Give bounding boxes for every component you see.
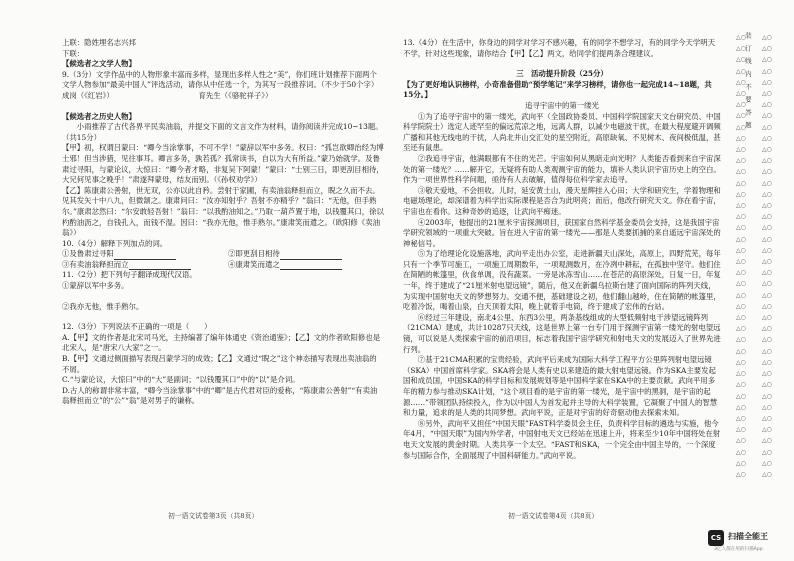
- page-footer-4: 初一语文试卷第4页（共8页）: [508, 512, 599, 520]
- answer-blank[interactable]: [280, 251, 342, 260]
- passage-jia: 【甲】初，权谓吕蒙曰：“卿今当涂掌事，不可不学！”蒙辞以军中多务。权曰：“孤岂欲卿治经为博士邪！但当涉猎，见往事耳。卿言多务，孰若孤？孤常读书，自以为大有所益。”蒙乃始就学。及鲁肃过寻阳，与蒙论议，大惊曰：“卿今者才略，非复吴下阿蒙！”蒙曰：“士别三日，即更刮目相待，大兄何见事之晚乎！”肃遂拜蒙母，结友而别。（《孙权劝学》）: [62, 143, 384, 185]
- question-9-options: [62, 91, 384, 102]
- question-13: 13.（4分）在生活中，你身边的同学对学习不感兴趣，有的同学不想学习，有的同学今天学明天不学，针对这些现象，请你结合【甲】【乙】两文，给同学们提两条合理建议。: [403, 38, 716, 58]
- article-paragraph-5: ⑤为了给理论化设施落地，武向平走出办公室，走进新疆天山深处，高原上，四野荒芜，每年只有一个季节可施工，一项施工周期数年，一项观测数月，在冷冽中耕耘，在孤独中坚守。他们住在简陋的帐篷里，伙食单调，没有蔬菜。一旁是冰冻雪山……在苍茫的高原深处，日复一日，年复一年，终于建成了“21厘米射电望远镜”，随后，他又在新疆乌拉斯台建了面向国际的阵列天线，为实现中国射电天文的梦想努力。交通不便，基础建设之初，他们翻山越岭，住在简陋的帐篷里，吃着冷饭，喝着山泉，白天顶着太阳，晚上就着手电筒，终于建成了宏伟的台站。: [403, 249, 721, 312]
- q10-item-3: ③有卖油翁释担而立: [62, 259, 129, 269]
- q11-sentence-2: ②我亦无他，惟手熟尔。: [62, 301, 144, 311]
- q12-option-a: A.【甲】文的作者是北宋司马光，主持编著了编年体通史《资治通鉴》；【乙】文的作者欧阳修也是北宋人，是“唐宋八大家”之一。: [62, 332, 381, 353]
- couplet-upper: 上联：隐姓埋名志兴邦: [62, 38, 136, 47]
- q12-option-d: D.古人的称谓非常丰富，“卿今当涂掌事”中的“卿”是古代君对臣的爱称，“陈康肃公善射”“有卖油翁释担而立”的“公”“翁”是对男子的谦称。: [62, 385, 378, 406]
- option-chenggang: 成岗（《红岩》）: [62, 90, 114, 100]
- right-column: [403, 38, 721, 461]
- page-footer-3: 初一语文试卷第3页（共8页）: [168, 512, 259, 520]
- article-title: 追寻宇宙中的第一缕光: [525, 100, 599, 110]
- article-paragraph-7: ⑦基于21CMA积累的宝贵经验，武向平后来成为国际大科学工程平方公里阵列射电望远镜（SKA）中国首席科学家。SKA将会是人类有史以来建造的最大射电望远镜。作为SKA主要发起国和成员国，中国SKA的科学目标和发展规划等是中国科学家在SKA中的主要贡献。武向平用多年的精力参与推动SKA计划，“这个项目看的是宇宙的第一缕光，是宇宙中的黑洞，是宇宙的起源……”带领团队持续投入，作为以中国人为首发起并主导的大科学装置，它凝聚了中国人的智慧和力量，追求的是人类的共同梦想。武向平说，正是对宇宙的好奇驱动他去探索未知。: [403, 355, 718, 418]
- section-3-intro: 【为了更好地认识榜样，小奇准备借助“预学笔记”来学习榜样，请你也一起完成14~18题，共15分。】: [403, 79, 712, 100]
- q12-option-c: C.“与蒙论议，大惊曰”中的“大”是副词；“以钱覆其口”中的“以”是介词。: [62, 375, 300, 385]
- section-heading-historical: 【候选者之历史人物】: [62, 111, 136, 121]
- answer-blank[interactable]: [280, 261, 342, 270]
- article-paragraph-2: ②我追寻宇宙，他满眼都有不住的光芒。宇宙如何从黑暗走向光明？人类能否看到来自宇宙深处的第一缕光？……解开它，无疑将有助人类观测宇宙的能力，填补人类认识宇宙历史上的空白。作为一项世界性科学问题，亟待有人去破解，值得每位科学家去追寻。: [403, 153, 721, 185]
- q10-item-2: ②即更刮目相待: [228, 249, 280, 259]
- article-paragraph-4: ④2003年，他提出的21厘米宇宙探测项目，获国家自然科学基金委员会支持，这是我国宇宙学研究领域的一项重大突破。旨在进入宇宙的第一缕光——那是人类要抓捕的来自遥远宇宙深处的神秘信号。: [403, 217, 721, 248]
- question-11: 11.（2分）把下列句子翻译成现代汉语。: [62, 270, 197, 280]
- section-heading-literary: 【候选者之文学人物】: [62, 59, 136, 69]
- article-paragraph-1: ①为了追寻宇宙中的第一缕光，武向平（全国政协委员、中国科学院国家天文台研究员、中国科学院院士）选定人迹罕至的偏远荒凉之地，远离人群，以减少电磁波干扰，在最大程度避开调频广播和其他无线电的干扰，人尚北井山交汇处的星空附近，高原缺氧、不见树木、夜间极低温，甚至还有鼠患。: [403, 111, 721, 153]
- q10-item-1: ①及鲁肃过寻阳: [62, 249, 114, 259]
- camscanner-name: 扫描全能王: [728, 532, 768, 541]
- section-3-heading: 三 活动提升阶段（25分）: [516, 69, 608, 79]
- binding-notice: 装 订 线 内 不 要 答 题: [744, 32, 752, 128]
- question-9: 9.（3分）文学作品中的人物形象丰富而多样，显现出多样人性之“美”，你们班计划推荐下面两个文学人物参加“最美中国人”评选活动，请你从中任选一个，为其写一段推荐词。（不少于50个字）: [62, 69, 379, 90]
- article-paragraph-8: ⑧另外，武向平又担任“中国天眼”FAST科学委员会主任，负责科学目标的遴选与实施，他今年4月，“中国天眼”为国内外学者，中国射电天文已经站在迅速上升，将来至少10年中国将处在射电天文发展的黄金时期。人类共享一个太空。“FAST和SKA，一个完全由中国主导的，一个深度参与国际合作，全面展现了中国科研能力。”武向平说。: [403, 418, 721, 460]
- question-10-items: [62, 249, 384, 270]
- camscanner-logo-icon: CS: [708, 530, 724, 546]
- answer-blank[interactable]: [129, 261, 191, 270]
- question-10: 10.（4分）解释下列加点的词。: [62, 238, 168, 248]
- passage-yi: 【乙】陈康肃公善射，世无双，公亦以此自矜。尝射于家圃，有卖油翁释担而立，睨之久而不去。见其发矢十中八九，但微颔之。康肃问曰：“汝亦知射乎？吾射不亦精乎？”翁曰：“无他，但手熟尔。”康肃忿然曰：“尔安敢轻吾射！”翁曰：“以我酌油知之。”乃取一葫芦置于地，以钱覆其口，徐以杓酌油沥之，自钱孔入，而钱不湿。因曰：“我亦无他，惟手熟尔。”康肃笑而遣之。（欧阳修《卖油翁》）: [62, 185, 384, 238]
- article-paragraph-3: ③敬天爱地，不会担收。儿时，延安黄土山，漫天星辉挂入心田；大学和研究生，学着物理和电磁场理论，却深谱着为科学出实际课程是否合为此明亮；而后，他改行研究天文。你在看宇宙，宇宙也在看你。这种奇妙的追逐，让武向平痴迷。: [403, 185, 721, 216]
- q10-item-4: ④康肃笑而遣之: [228, 259, 280, 269]
- couplet-lower: 下联：: [62, 48, 85, 58]
- margin-marks-right: △○ △○ △○ △○ △○ △○ △○ △○ △○ △○ △○ △○ △○ △○ △○ △○ △○ △○ △○ △○ △○ △○ △○ △○ △○ △○ △○ △○ △○ △○ △○ △○ △○ △○ △○ △○ △○ △○ △○ △○: [762, 34, 772, 478]
- camscanner-tagline: 3亿人都在用的扫描App: [714, 547, 763, 552]
- article-paragraph-6: ⑥经过三年建设，南北4公里、东西3公里，两条基线组成的大型低频射电干涉望远镜阵列（21CMA）建成，共计10287只天线，这是世界上第一台专门用于探测宇宙第一缕光的射电望远镜，可以说是人类探索宇宙的前沿项目，标志着我国宇宙学研究和射电天文的发展迈入了世界先进行列。: [403, 312, 721, 354]
- option-cao: 育先生（《骆驼祥子》）: [198, 90, 273, 100]
- binding-margin: [726, 32, 786, 482]
- q12-option-b: B.【甲】文通过侧面描写表现吕蒙学习的成效；【乙】文通过“睨之”这个神态描写表现出卖油翁的不屑。: [62, 354, 377, 374]
- margin-marks-left: △○ △○ △○ △○ △○ △○ △○ △○ △○ △○ △○ △○ △○ △○ △○ △○ △○ △○ △○ △○ △○ △○ △○ △○ △○ △○ △○ △○ △○ △○ △○ △○ △○ △○ △○ △○ △○ △○ △○ △○: [736, 34, 746, 478]
- left-column: [62, 38, 384, 407]
- reading-intro: 小雨推荐了古代各界平民卖油翁，并提交下面的文言文作为材料，请你阅读并完成10~13题。（共15分）: [62, 122, 383, 142]
- answer-blank[interactable]: [114, 251, 176, 260]
- q11-sentence-1: ①蒙辞以军中多务。: [62, 281, 129, 291]
- question-12: 12.（3分）下列说法不正确的一项是（ ）: [62, 322, 212, 332]
